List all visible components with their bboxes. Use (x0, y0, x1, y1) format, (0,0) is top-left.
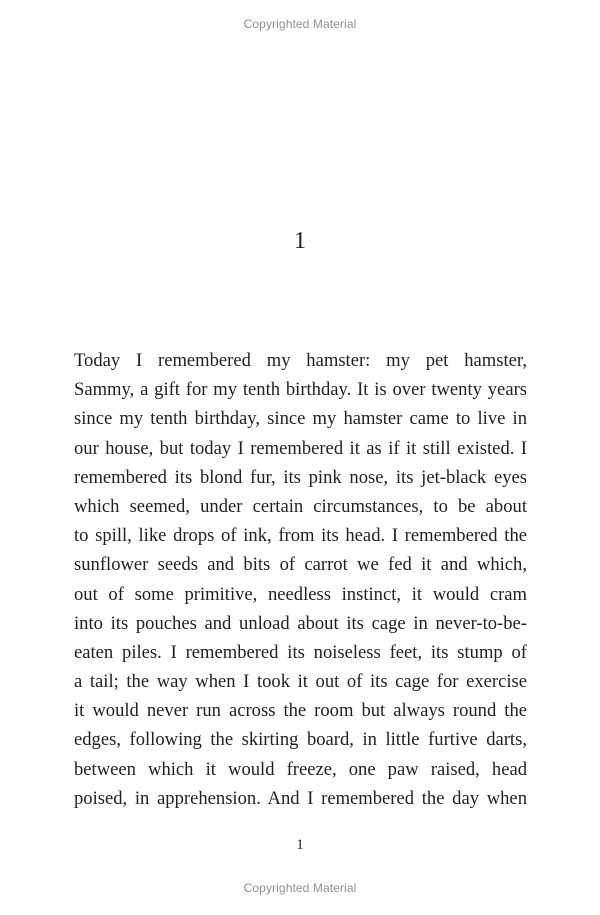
text-line: a tail; the way when I took it out of its cage for exercise (74, 671, 527, 693)
text-line: Sammy, a gift for my tenth birthday. It is over twenty years (74, 379, 527, 401)
copyright-watermark-top: Copyrighted Material (243, 17, 357, 31)
text-line: it would never run across the room but always round the (74, 700, 527, 722)
text-line: edges, following the skirting board, in little furtive darts, (74, 729, 527, 751)
text-line: our house, but today I remembered it as if it still existed. I (74, 437, 527, 459)
text-line: to spill, like drops of ink, from its head. I remembered the (74, 525, 527, 547)
text-line: which seemed, under certain circumstances, to be about (74, 495, 527, 517)
text-line: eaten piles. I remembered its noiseless feet, its stump of (74, 641, 527, 663)
text-line: into its pouches and unload about its cage in never-to-be- (74, 612, 527, 634)
text-line: since my tenth birthday, since my hamster came to live in (74, 408, 527, 430)
chapter-number: 1 (294, 228, 306, 254)
body-paragraph (74, 346, 527, 813)
page-number: 1 (296, 837, 304, 853)
text-line: out of some primitive, needless instinct, it would cram (74, 583, 527, 605)
text-line: Today I remembered my hamster: my pet hamster, (74, 350, 527, 371)
copyright-watermark-bottom: Copyrighted Material (243, 881, 357, 895)
text-line: remembered its blond fur, its pink nose, its jet-black eyes (74, 466, 527, 488)
text-line: between which it would freeze, one paw raised, head (74, 758, 527, 780)
text-line: sunflower seeds and bits of carrot we fed it and which, (74, 554, 527, 576)
text-line: poised, in apprehension. And I remembered the day when (74, 787, 527, 809)
